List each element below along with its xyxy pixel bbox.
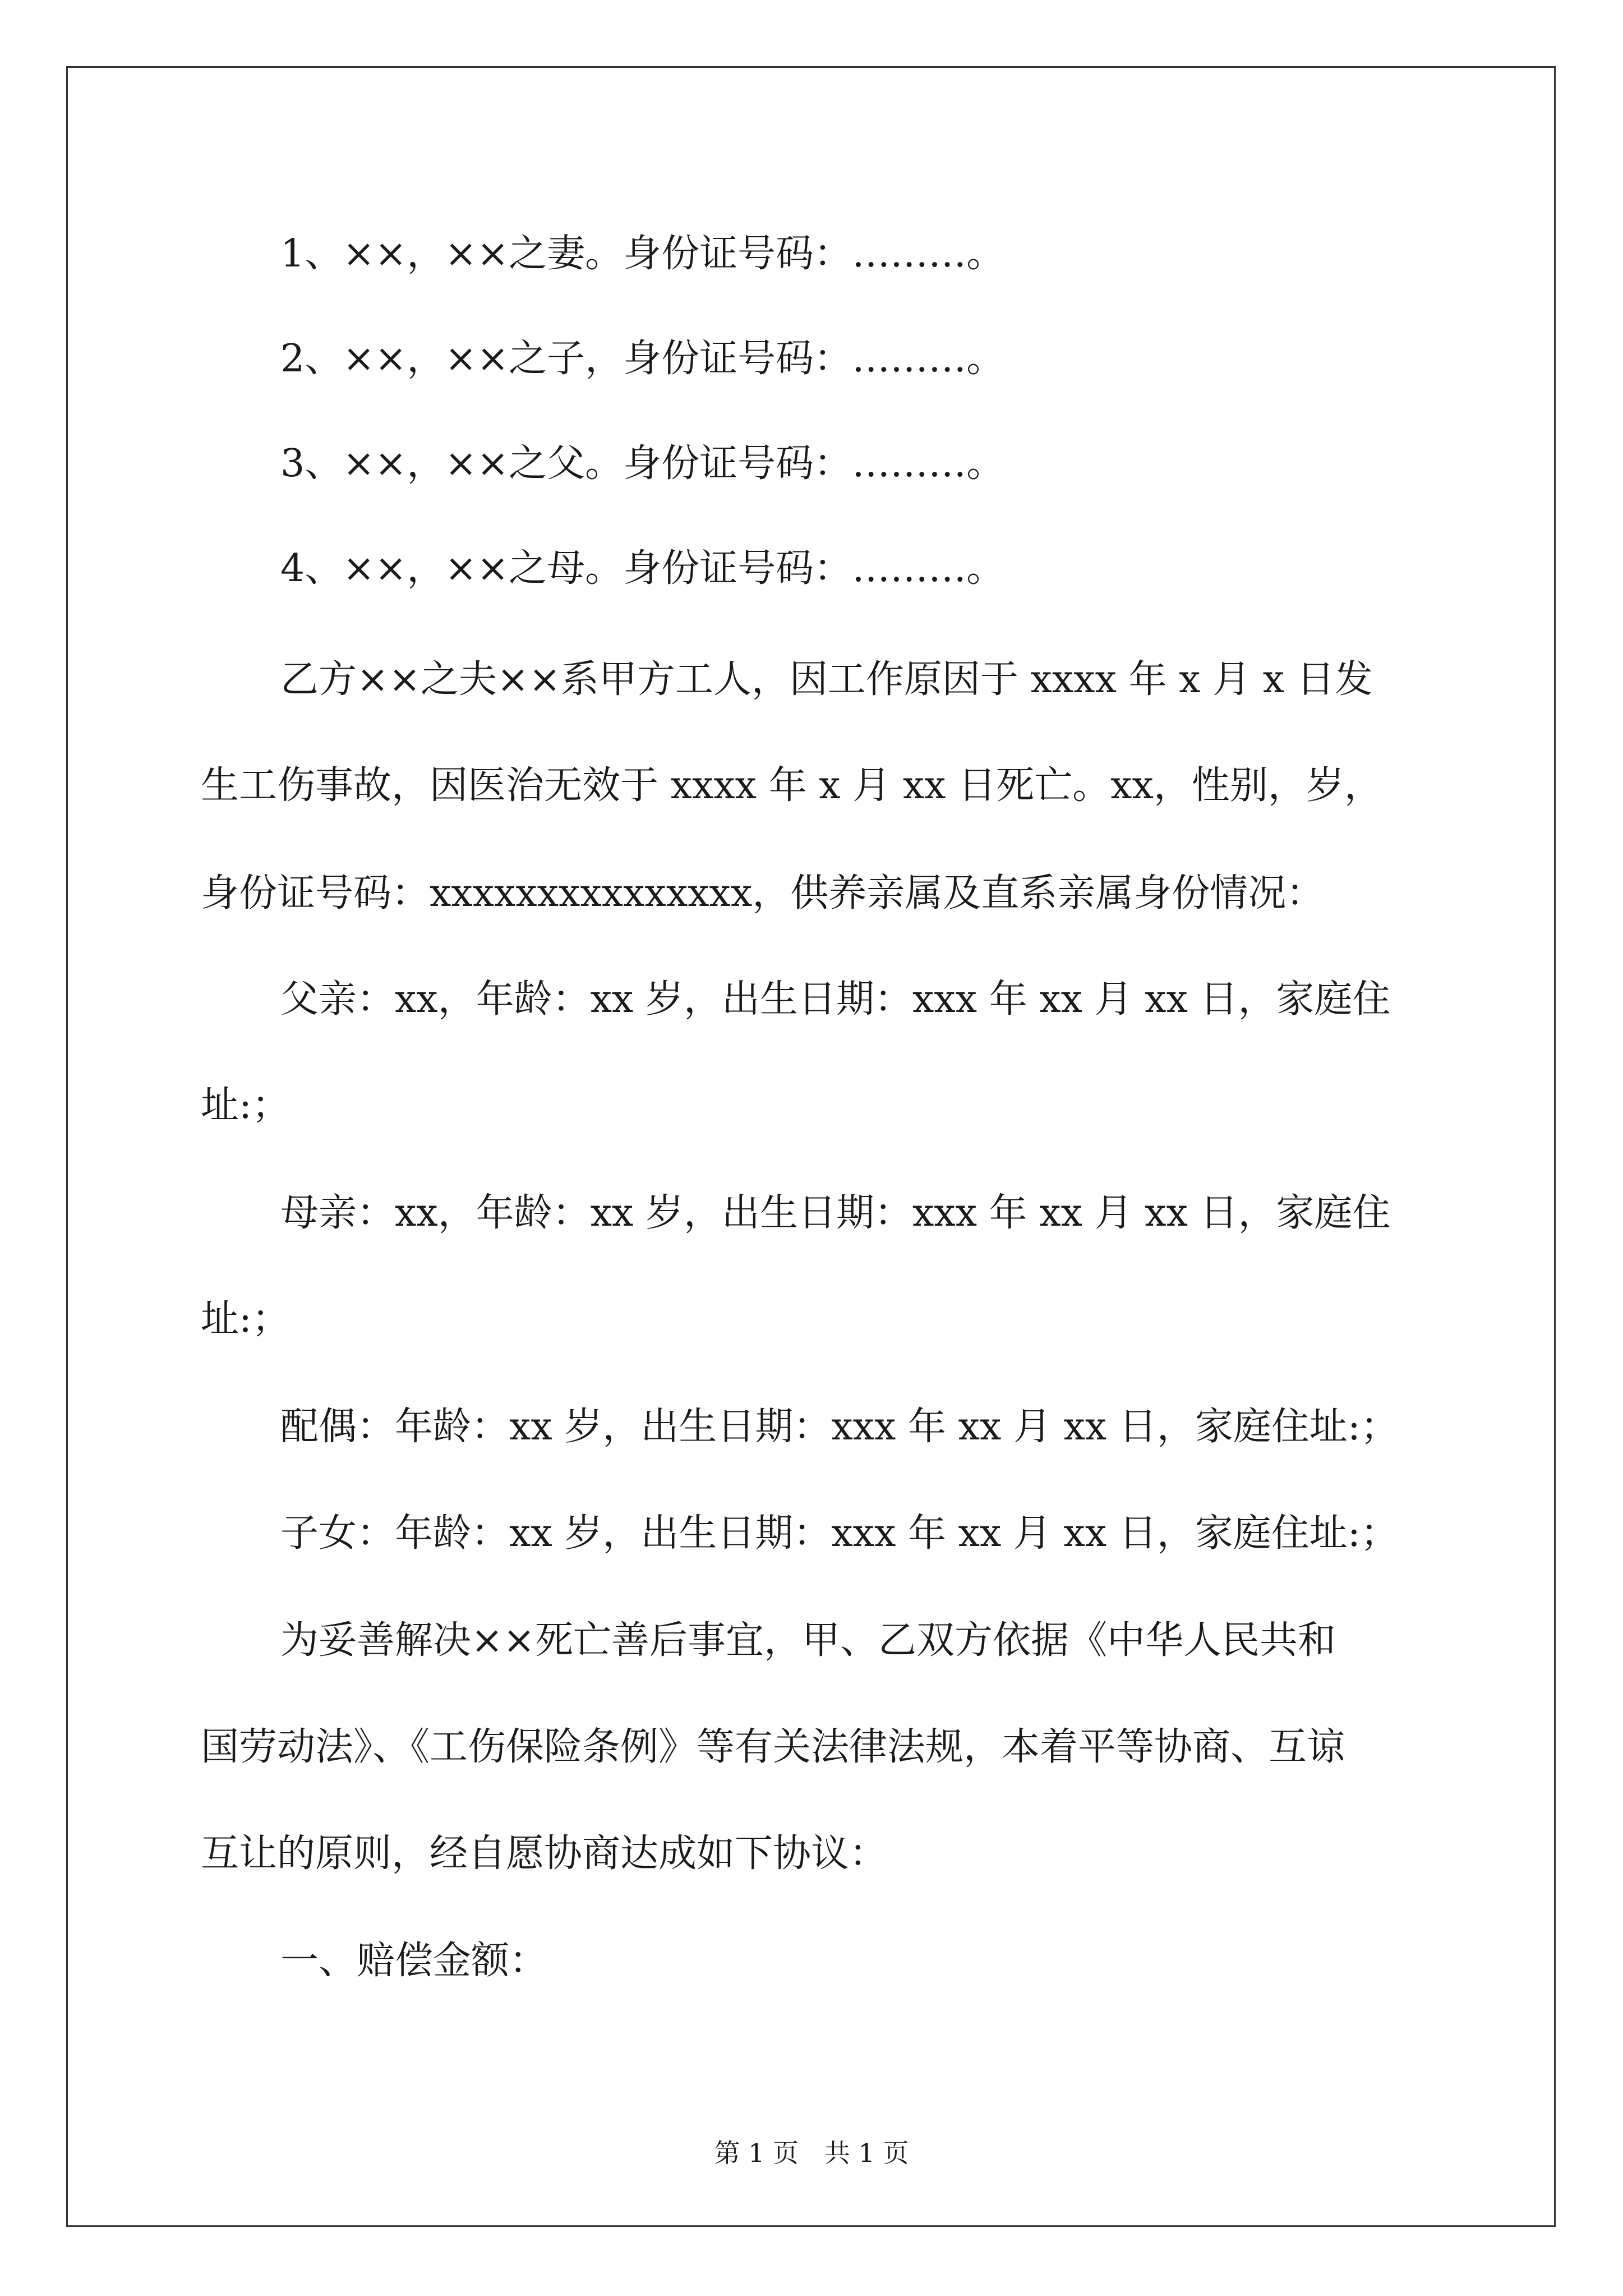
text-line: 一、赔偿金额： — [280, 1939, 548, 1983]
text-line: 生工伤事故，因医治无效于 xxxx 年 x 月 xx 日死亡。xx，性别，岁， — [201, 763, 1382, 808]
text-line: 3、××，××之父。身份证号码：………。 — [280, 441, 1005, 486]
text-line: 互让的原则，经自愿协商达成如下协议： — [201, 1832, 888, 1876]
text-line: 乙方××之夫××系甲方工人，因工作原因于 xxxx 年 x 月 x 日发 — [280, 657, 1373, 702]
text-line: 母亲：xx，年龄：xx 岁，出生日期：xxx 年 xx 月 xx 日，家庭住 — [280, 1191, 1391, 1235]
text-line: 父亲：xx，年龄：xx 岁，出生日期：xxx 年 xx 月 xx 日，家庭住 — [280, 977, 1391, 1022]
text-line: 为妥善解决××死亡善后事宜，甲、乙双方依据《中华人民共和 — [280, 1618, 1336, 1663]
text-line: 2、××，××之子，身份证号码：………。 — [280, 337, 1005, 381]
text-line: 子女：年龄：xx 岁，出生日期：xxx 年 xx 月 xx 日，家庭住址:； — [280, 1511, 1399, 1556]
text-line: 4、××，××之母。身份证号码：………。 — [280, 546, 1005, 591]
text-line: 址:； — [201, 1083, 290, 1128]
text-line: 址:； — [201, 1297, 290, 1341]
text-line: 1、××，××之妻。身份证号码：………。 — [280, 232, 1005, 276]
page-border — [66, 66, 1556, 2227]
text-line: 配偶：年龄：xx 岁，出生日期：xxx 年 xx 月 xx 日，家庭住址:； — [280, 1405, 1399, 1449]
text-line: 身份证号码：xxxxxxxxxxxxxxx，供养亲属及直系亲属身份情况： — [201, 871, 1325, 915]
page-footer: 第 1 页 共 1 页 — [714, 2138, 909, 2168]
text-line: 国劳动法》、《工伤保险条例》等有关法律法规，本着平等协商、互谅 — [201, 1725, 1345, 1769]
